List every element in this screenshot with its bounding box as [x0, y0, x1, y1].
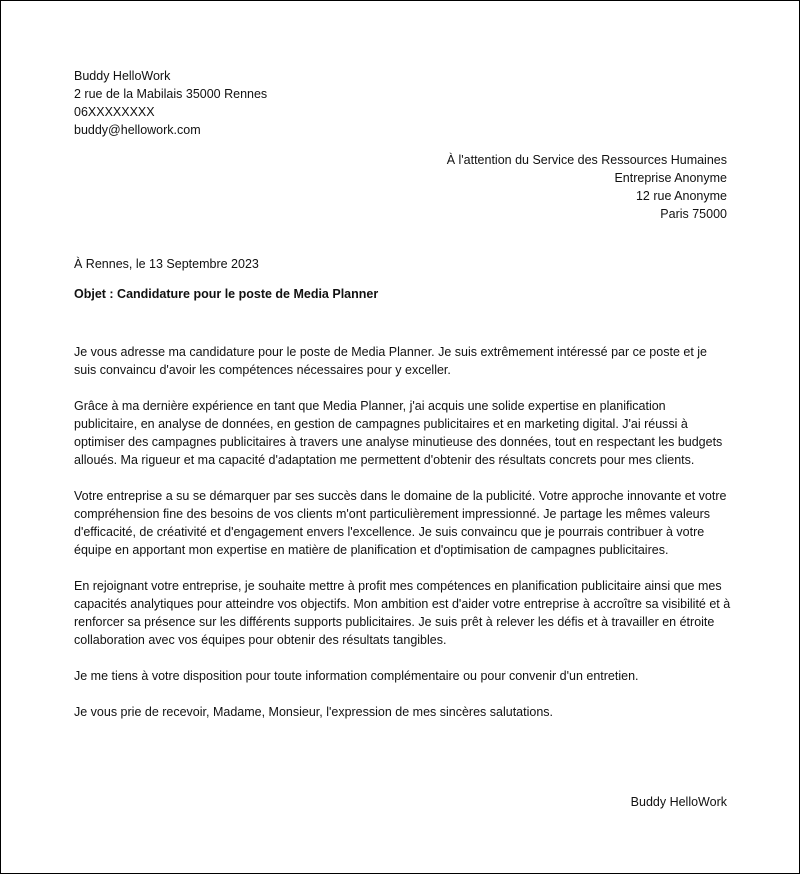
- sender-email: buddy@hellowork.com: [74, 123, 201, 137]
- recipient-attention: À l'attention du Service des Ressources Humaines: [446, 153, 727, 167]
- recipient-company: Entreprise Anonyme: [614, 171, 727, 185]
- sender-address: 2 rue de la Mabilais 35000 Rennes: [74, 87, 268, 101]
- sender-phone: 06XXXXXXXX: [74, 105, 155, 119]
- signature: Buddy HelloWork: [630, 795, 727, 809]
- recipient-city: Paris 75000: [660, 207, 727, 221]
- letter-subject: Objet : Candidature pour le poste de Media Planner: [74, 287, 379, 301]
- recipient-street: 12 rue Anonyme: [635, 189, 727, 203]
- letter-body: [74, 343, 732, 739]
- body-paragraph: Votre entreprise a su se démarquer par ses succès dans le domaine de la publicité. Votre approche innovante et votre compréhension fine des besoins de vos clients m'ont particulièrement impressionné. Je partage les mêmes valeurs d'efficacité, de créativité et d'engagement envers l'excellence. Je suis convaincu que je pourrais contribuer à votre équipe en apportant mon expertise en matière de planification et d'optimisation de campagnes publicitaires.: [74, 489, 727, 557]
- sender-block: [74, 67, 267, 139]
- body-paragraph: Je vous adresse ma candidature pour le poste de Media Planner. Je suis extrêmement intéressé par ce poste et je suis convaincu d'avoir les compétences nécessaires pour y exceller.: [74, 345, 707, 377]
- closing-paragraph: Je vous prie de recevoir, Madame, Monsieur, l'expression de mes sincères salutations.: [74, 705, 554, 719]
- letter-date: À Rennes, le 13 Septembre 2023: [74, 257, 259, 271]
- sender-name: Buddy HelloWork: [74, 69, 171, 83]
- recipient-block: [447, 151, 727, 223]
- body-paragraph: Je me tiens à votre disposition pour toute information complémentaire ou pour convenir d'un entretien.: [74, 669, 639, 683]
- body-paragraph: Grâce à ma dernière expérience en tant que Media Planner, j'ai acquis une solide expertise en planification publicitaire, en analyse de données, en gestion de campagnes publicitaires et en marketing digital. J'ai réussi à optimiser des campagnes publicitaires à travers une analyse minutieuse des données, tout en respectant les budgets alloués. Ma rigueur et ma capacité d'adaptation me permettent d'obtenir des résultats concrets pour mes clients.: [74, 399, 723, 467]
- body-paragraph: En rejoignant votre entreprise, je souhaite mettre à profit mes compétences en planification publicitaire ainsi que mes capacités analytiques pour atteindre vos objectifs. Mon ambition est d'aider votre entreprise à accroître sa visibilité et à renforcer sa présence sur les différents supports publicitaires. Je suis prêt à relever les défis et à travailler en étroite collaboration avec vos équipes pour obtenir des résultats tangibles.: [74, 579, 731, 647]
